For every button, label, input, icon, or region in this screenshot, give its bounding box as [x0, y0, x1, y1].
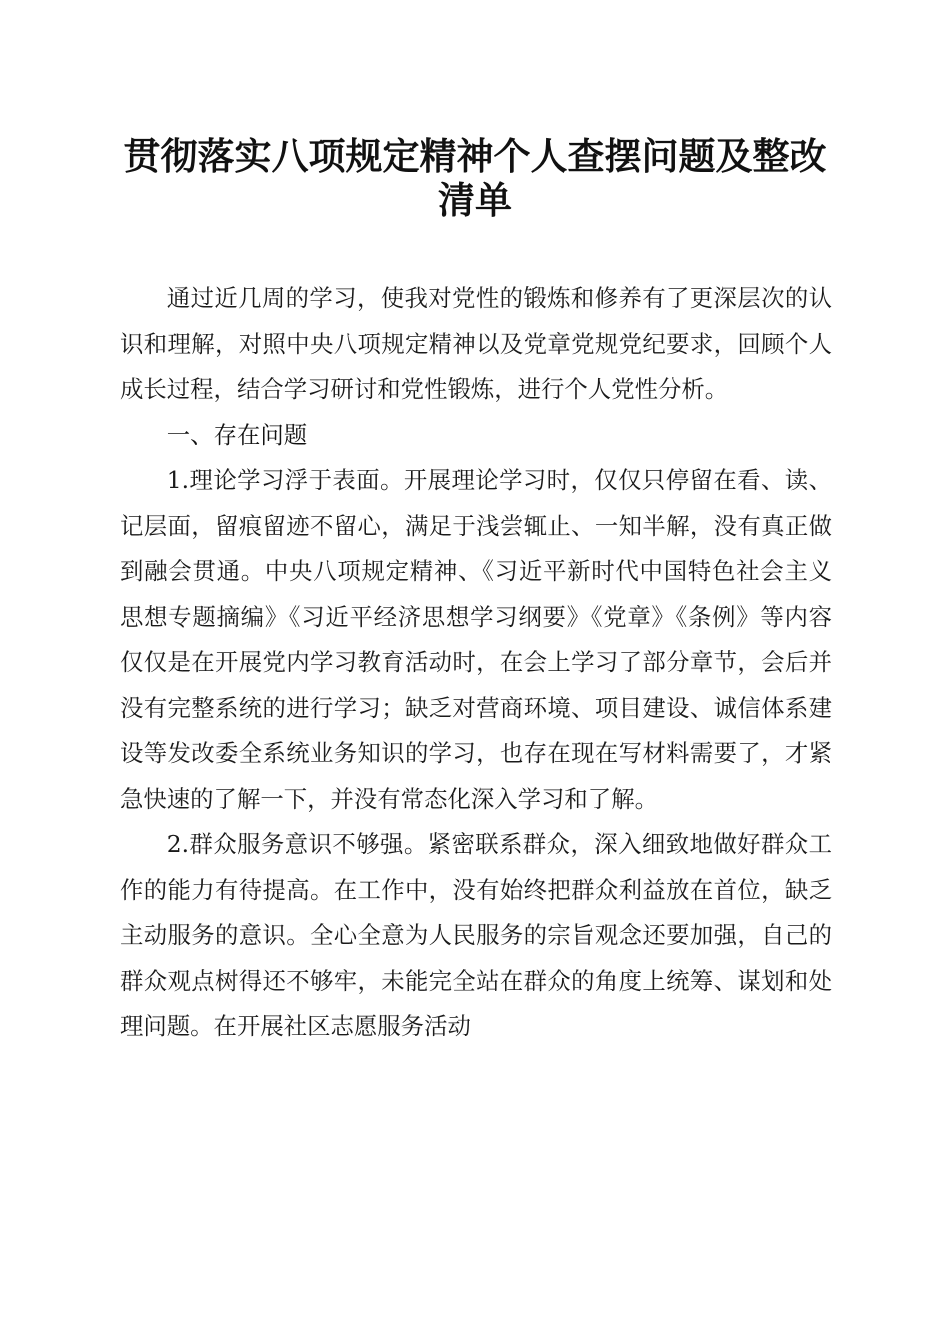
document-title: 贯彻落实八项规定精神个人查摆问题及整改清单: [123, 134, 827, 222]
problem-item-2: 2.群众服务意识不够强。紧密联系群众，深入细致地做好群众工作的能力有待提高。在工作中，没有始终把群众利益放在首位，缺乏主动服务的意识。全心全意为人民服务的宗旨观念还要加强，自己的群众观点树得还不够牢，未能完全站在群众的角度上统筹、谋划和处理问题。在开展社区志愿服务活动: [120, 830, 832, 1040]
section-heading-problems: 一、存在问题: [166, 420, 308, 449]
problem-item-1: 1.理论学习浮于表面。开展理论学习时，仅仅只停留在看、读、记层面，留痕留迹不留心，满足于浅尝辄止、一知半解，没有真正做到融会贯通。中央八项规定精神、《习近平新时代中国特色社会主义思想专题摘编》《习近平经济思想学习纲要》《党章》《条例》等内容仅仅是在开展党内学习教育活动时，在会上学习了部分章节，会后并没有完整系统的进行学习；缺乏对营商环境、项目建设、诚信体系建设等发改委全系统业务知识的学习，也存在现在写材料需要了，才紧急快速的了解一下，并没有常态化深入学习和了解。: [120, 466, 832, 813]
intro-paragraph: 通过近几周的学习，使我对党性的锻炼和修养有了更深层次的认识和理解，对照中央八项规定精神以及党章党规党纪要求，回顾个人成长过程，结合学习研讨和党性锻炼，进行个人党性分析。: [120, 284, 832, 403]
document-body: [120, 276, 832, 1050]
